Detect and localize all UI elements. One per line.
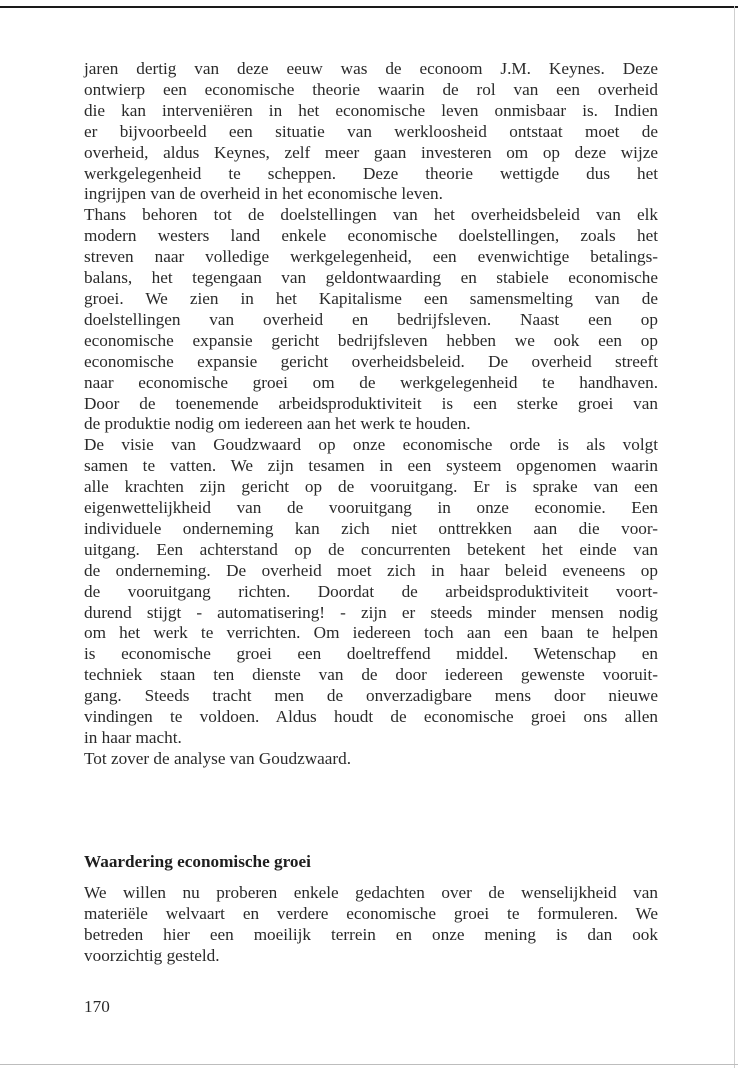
body-line: gang. Steeds tracht men de onverzadigbare mens door nieuwe [84, 686, 658, 706]
section-line: We willen nu proberen enkele gedachten over de wenselijkheid van [84, 883, 658, 902]
section-line: voorzichtig gesteld. [84, 945, 220, 965]
body-line: techniek staan ten dienste van de door iedereen gewenste vooruit- [84, 665, 658, 685]
body-line: overheid, aldus Keynes, zelf meer gaan investeren om op deze wijze [84, 142, 658, 162]
section-line: betreden hier een moeilijk terrein en onze mening is dan ook [84, 924, 658, 944]
body-line: die kan interveniëren in het economische leven onmisbaar is. Indien [84, 100, 658, 120]
body-line: Tot zover de analyse van Goudzwaard. [84, 748, 352, 768]
body-line: uitgang. Een achterstand op de concurrenten betekent het einde van [84, 539, 658, 559]
body-line: naar economische groei om de werkgelegenheid te handhaven. [84, 372, 658, 392]
body-line: ingrijpen van de overheid in het economische leven. [84, 184, 443, 204]
body-line: streven naar volledige werkgelegenheid, een evenwichtige betalings- [84, 247, 658, 267]
body-line: economische expansie gericht overheidsbeleid. De overheid streeft [84, 351, 658, 371]
body-line: durend stijgt - automatisering! - zijn er steeds minder mensen nodig [84, 602, 658, 622]
body-line: samen te vatten. We zijn tesamen in een systeem opgenomen waarin [84, 456, 658, 476]
body-line: ontwierp een economische theorie waarin de rol van een overheid [84, 79, 658, 99]
body-line: balans, het tegengaan van geldontwaarding en stabiele economische [84, 268, 658, 288]
section-text [84, 883, 658, 967]
page-right-edge [734, 6, 735, 1068]
body-line: om het werk te verrichten. Om iedereen toch aan een baan te helpen [84, 623, 658, 643]
body-line: is economische groei een doeltreffend middel. Wetenschap en [84, 644, 658, 664]
body-text [84, 59, 658, 770]
body-line: jaren dertig van deze eeuw was de econoom J.M. Keynes. Deze [84, 59, 658, 78]
body-line: groei. We zien in het Kapitalisme een samensmelting van de [84, 288, 658, 308]
page-number: 170 [84, 997, 110, 1016]
body-line: de onderneming. De overheid moet zich in haar beleid eveneens op [84, 560, 658, 580]
body-line: de vooruitgang richten. Doordat de arbeidsproduktiviteit voort- [84, 581, 658, 601]
body-line: alle krachten zijn gericht op de vooruitgang. Er is sprake van een [84, 477, 658, 497]
section-line: materiële welvaart en verdere economische groei te formuleren. We [84, 903, 658, 923]
body-line: vindingen te voldoen. Aldus houdt de economische groei ons allen [84, 707, 658, 727]
section-heading: Waardering economische groei [84, 852, 311, 871]
body-line: doelstellingen van overheid en bedrijfsleven. Naast een op [84, 309, 658, 329]
body-line: de produktie nodig om iedereen aan het werk te houden. [84, 414, 471, 434]
body-line: werkgelegenheid te scheppen. Deze theorie wettigde dus het [84, 163, 658, 183]
page-top-edge [0, 6, 738, 8]
body-line: De visie van Goudzwaard op onze economische orde is als volgt [84, 435, 658, 455]
body-line: eigenwettelijkheid van de vooruitgang in onze economie. Een [84, 498, 658, 518]
body-line: modern westers land enkele economische doelstellingen, zoals het [84, 226, 658, 246]
body-line: er bijvoorbeeld een situatie van werkloosheid ontstaat moet de [84, 121, 658, 141]
body-line: Thans behoren tot de doelstellingen van het overheidsbeleid van elk [84, 205, 658, 225]
page-bottom-edge [0, 1064, 738, 1065]
body-line: Door de toenemende arbeidsproduktiviteit is een sterke groei van [84, 393, 658, 413]
body-line: economische expansie gericht bedrijfsleven hebben we ook een op [84, 330, 658, 350]
body-line: individuele onderneming kan zich niet onttrekken aan die voor- [84, 518, 658, 538]
body-line: in haar macht. [84, 728, 182, 747]
